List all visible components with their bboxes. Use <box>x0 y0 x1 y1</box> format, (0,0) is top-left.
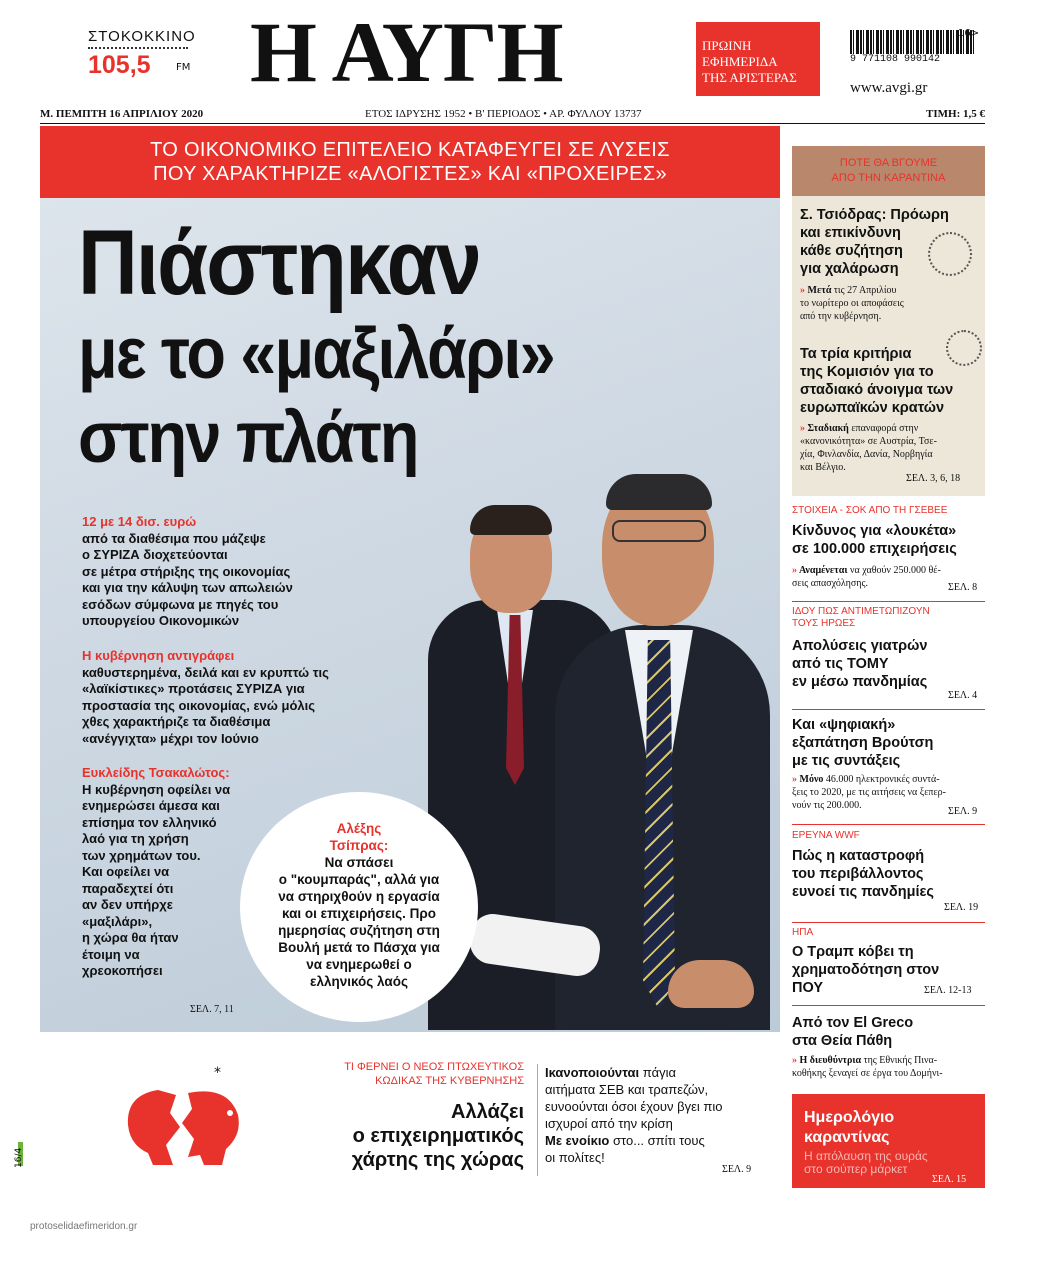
headline-line: ο επιχειρηματικός <box>352 1125 524 1147</box>
source-watermark: protoselidaefimeridon.gr <box>30 1221 138 1232</box>
text-line: η χώρα θα ήταν <box>82 930 179 945</box>
sidebar-story-2-headline <box>800 345 953 417</box>
text-line: πάγια <box>642 1065 676 1080</box>
section-label: ΕΡΕΥΝΑ WWF <box>792 830 860 841</box>
sidebar-story-1-text: » Μετά τις 27 Απριλίου το νωρίτερο οι αποφάσεις από την κυβέρνηση. <box>800 284 950 323</box>
text-line: ξεις το 2020, με τις αιτήσεις να ξεπερ- <box>792 787 946 798</box>
divider <box>792 709 985 710</box>
story-headline <box>792 943 939 997</box>
text-line: νούν τις 200.000. <box>792 800 862 811</box>
label-line: ΤΟΥΣ ΗΡΩΕΣ <box>792 618 856 629</box>
story-headline <box>792 716 933 770</box>
section-label: ΗΠΑ <box>792 927 814 938</box>
text-line: «μαξιλάρι», <box>82 913 153 929</box>
text-line: αν δεν υπήρχε <box>82 897 173 912</box>
paragraph-lead: Η κυβέρνηση αντιγράφει <box>82 648 235 663</box>
headline-line: στην πλάτη <box>78 398 418 478</box>
text-line: καθυστερημένα, δειλά και εν κρυπτώ τις <box>82 664 329 680</box>
headline-line: εν μέσω πανδημίας <box>792 674 928 690</box>
section-label <box>792 606 930 630</box>
main-kicker <box>40 126 780 198</box>
page-reference: ΣΕΛ. 9 <box>722 1164 752 1175</box>
tagline-line: ΤΗΣ ΑΡΙΣΤΕΡΑΣ <box>702 70 797 85</box>
headline-line: Ο Τραμπ κόβει τη <box>792 944 914 960</box>
headline-line: Κίνδυνος για «λουκέτα» <box>792 523 957 539</box>
text-line: από τα διαθέσιμα που μάζεψε <box>82 530 266 546</box>
text-line: ο ΣΥΡΙΖΑ διοχετεύονται <box>82 547 228 562</box>
page-reference: ΣΕΛ. 8 <box>948 582 978 593</box>
text-line: εσόδων σύμφωνα με πηγές του <box>82 596 279 612</box>
tagline-box <box>696 22 820 96</box>
text-lead: Ικανοποιούνται <box>545 1065 640 1080</box>
diary-subtitle: Η απόλαυση της ουράς <box>804 1149 928 1163</box>
story-text: » Η διευθύντρια της Εθνικής Πινα- κοθήκης ξεναγεί σε έργα του Δομήνι- <box>792 1054 987 1080</box>
man-right-hair <box>606 474 712 510</box>
radio-name: ΣΤΟΚΟΚΚΙΝΟ <box>88 28 196 45</box>
headline-line: χρηματοδότηση στον <box>792 962 940 978</box>
quote-line: Βουλή μετά το Πάσχα για <box>278 940 440 955</box>
paragraph-1 <box>82 514 382 630</box>
quote-line: ημερησίας συζήτηση στη <box>278 923 440 938</box>
issue-date: Μ. ΠΕΜΠΤΗ 16 ΑΠΡΙΛΙΟΥ 2020 <box>40 108 204 120</box>
website: www.avgi.gr <box>850 80 928 96</box>
headline-line: σε 100.000 επιχειρήσεις <box>792 541 957 557</box>
radio-logo <box>88 28 198 80</box>
headline-line: σταδιακό άνοιγμα των <box>800 382 954 398</box>
text-line: παραδεχτεί ότι <box>82 880 174 896</box>
text-line: «ανέγγιχτα» μέχρι τον Ιούνιο <box>82 730 259 746</box>
text-line: και για την κάλυψη των απωλειών <box>82 580 293 595</box>
bottom-story-label <box>292 1060 524 1088</box>
kicker-line: ΠΟΥ ΧΑΡΑΚΤΗΡΙΖΕ «ΑΛΟΓΙΣΤΕΣ» ΚΑΙ «ΠΡΟΧΕΙΡΕΣ» <box>153 163 667 185</box>
story-headline <box>792 522 957 558</box>
page-reference: ΣΕΛ. 9 <box>948 806 978 817</box>
sidebar-top-label <box>792 146 985 196</box>
radio-unit: FM <box>176 62 191 73</box>
kicker-line: ΤΟ ΟΙΚΟΝΟΜΙΚΟ ΕΠΙΤΕΛΕΙΟ ΚΑΤΑΦΕΥΓΕΙ ΣΕ ΛΥΣΕΙΣ <box>150 139 670 161</box>
diary-title: Ημερολόγιο <box>804 1109 895 1126</box>
sidebar-story-2-text: » Σταδιακή επαναφορά στην «κανονικότητα» σε Αυστρία, Τσε- χία, Φινλανδία, Δανία, Νορβηγία και Βέλγιο. <box>800 422 980 474</box>
text-line: στο... σπίτι τους <box>613 1133 705 1148</box>
headline-line: Από τον El Greco <box>792 1015 914 1031</box>
man-left-hair <box>470 505 552 535</box>
page-reference: ΣΕΛ. 12-13 <box>924 985 972 996</box>
story-headline <box>792 847 934 901</box>
text-line: οι πολίτες! <box>545 1150 605 1165</box>
glasses <box>612 520 706 542</box>
text-lead: Σταδιακή <box>807 423 849 434</box>
text-lead: Μετά <box>807 285 832 296</box>
headline-line: χάρτης της χώρας <box>351 1149 524 1171</box>
sidebar-story-1-headline <box>800 206 949 278</box>
label-line: ΑΠΟ ΤΗΝ ΚΑΡΑΝΤΙΝΑ <box>831 172 946 184</box>
quote-speaker: Τσίπρας: <box>329 838 389 853</box>
paragraph-lead: Ευκλείδης Τσακαλώτος: <box>82 765 230 780</box>
page-reference: ΣΕΛ. 7, 11 <box>190 1004 234 1015</box>
text-lead: Αναμένεται <box>798 565 848 576</box>
section-label: ΣΤΟΙΧΕΙΑ - ΣΟΚ ΑΠΟ ΤΗ ΓΣΕΒΕΕ <box>792 505 948 516</box>
quote-speaker: Αλέξης <box>336 821 382 836</box>
headline-line: ευνοεί τις πανδημίες <box>792 884 934 900</box>
label-line: ΠΟΤΕ ΘΑ ΒΓΟΥΜΕ <box>839 157 938 169</box>
broken-piggy-bank-icon <box>118 1065 248 1175</box>
headline-line: ευρωπαϊκών κρατών <box>800 400 945 416</box>
divider <box>537 1064 538 1176</box>
paragraph-2 <box>82 648 392 747</box>
divider <box>792 601 985 602</box>
text-line: τις 27 Απριλίου <box>833 285 897 296</box>
headline-line: από τις ΤΟΜΥ <box>792 656 889 672</box>
tagline-line: ΕΦΗΜΕΡΙΔΑ <box>702 54 778 69</box>
svg-text:*: * <box>214 1065 221 1081</box>
page-reference: ΣΕΛ. 15 <box>932 1174 967 1185</box>
founding-info: ΕΤΟΣ ΙΔΡΥΣΗΣ 1952 • Β' ΠΕΡΙΟΔΟΣ • ΑΡ. ΦΥΛΛΟΥ 13737 <box>365 108 642 120</box>
text-line: το νωρίτερο οι αποφάσεις <box>800 298 904 309</box>
radio-dots <box>88 47 188 49</box>
text-line: των χρημάτων του. <box>82 847 201 863</box>
text-line: χία, Φινλανδία, Δανία, Νορβηγία <box>800 449 933 460</box>
headline-line: με τις συντάξεις <box>792 753 901 769</box>
divider <box>792 922 985 923</box>
headline-line: Πιάστηκαν <box>78 212 481 314</box>
radio-frequency: 105,5 <box>88 51 151 79</box>
text-line: υπουργείου Οικονομικών <box>82 613 240 628</box>
quote-line: ελληνικός λαός <box>310 974 408 989</box>
text-line: λαό για τη χρήση <box>82 831 189 846</box>
headline-line: του περιβάλλοντος <box>792 866 924 882</box>
headline-line: και επικίνδυνη <box>800 225 901 241</box>
divider <box>792 1005 985 1006</box>
quote-line: και οι επιχειρήσεις. Προ <box>282 906 436 921</box>
page-reference: ΣΕΛ. 19 <box>944 902 979 913</box>
headline-line: κάθε συζήτηση <box>800 243 903 259</box>
paragraph-3 <box>82 765 262 980</box>
text-line: Η κυβέρνηση οφείλει να <box>82 781 231 797</box>
headline-line: Σ. Τσιόδρας: Πρόωρη <box>800 207 949 223</box>
headline-line: Και «ψηφιακή» <box>792 717 896 733</box>
headline-line: για χαλάρωση <box>800 261 899 277</box>
text-line: επίσημα τον ελληνικό <box>82 814 217 830</box>
headline-line: Αλλάζει <box>451 1101 524 1123</box>
headline-line: στα Θεία Πάθη <box>792 1033 893 1049</box>
headline-line: εξαπάτηση Βρούτση <box>792 735 934 751</box>
text-line: χρεοκοπήσει <box>82 963 163 978</box>
newspaper-title: Η ΑΥΓΗ <box>250 4 563 100</box>
open-hand <box>668 960 754 1008</box>
headline-line: Τα τρία κριτήρια <box>800 346 912 362</box>
quote-line: να ενημερωθεί ο <box>306 957 412 972</box>
quote-line: Να σπάσει <box>324 855 394 870</box>
bottom-story-headline <box>270 1100 524 1172</box>
text-line: επαναφορά στην <box>851 423 919 434</box>
story-headline <box>792 637 927 691</box>
text-line: 46.000 ηλεκτρονικές συντά- <box>825 774 940 785</box>
text-line: σεις απασχόλησης. <box>792 578 868 589</box>
barcode <box>850 30 975 54</box>
text-line: και Βέλγιο. <box>800 462 846 473</box>
bottom-story-text <box>545 1064 775 1166</box>
divider <box>792 824 985 825</box>
text-line: της Εθνικής Πινα- <box>863 1055 938 1066</box>
label-line: ΤΙ ΦΕΡΝΕΙ Ο ΝΕΟΣ ΠΤΩΧΕΥΤΙΚΟΣ <box>344 1061 524 1073</box>
quote-bubble <box>240 792 478 1022</box>
headline-line: Πώς η καταστροφή <box>792 848 925 864</box>
headline-line: Απολύσεις γιατρών <box>792 638 928 654</box>
quote-line: να στηριχθούν η εργασία <box>278 889 440 904</box>
text-line: «λαϊκίστικες» προτάσεις ΣΥΡΙΖΑ για <box>82 681 305 696</box>
text-line: από την κυβέρνηση. <box>800 311 882 322</box>
page-reference: ΣΕΛ. 3, 6, 18 <box>906 473 961 484</box>
text-line: σε μέτρα στήριξης της οικονομίας <box>82 563 291 579</box>
text-line: έτοιμη να <box>82 946 140 962</box>
text-line: αιτήματα ΣΕΒ και τραπεζών, <box>545 1082 709 1097</box>
text-line: ευνοούνται όσοι έχουν βγει πιο <box>545 1099 723 1114</box>
text-line: να χαθούν 250.000 θέ- <box>849 565 941 576</box>
text-line: προστασία της οικονομίας, ενώ μόλις <box>82 697 315 713</box>
text-line: Και οφείλει να <box>82 864 170 879</box>
headline-line: ΠΟΥ <box>792 980 824 996</box>
diary-subtitle: στο σούπερ μάρκετ <box>804 1162 908 1176</box>
story-text: » Αναμένεται να χαθούν 250.000 θέ- σεις απασχόλησης. <box>792 565 941 589</box>
paragraph-lead: 12 με 14 δισ. ευρώ <box>82 514 197 529</box>
barcode-number: 9 771108 990142 <box>850 54 941 65</box>
side-date-code: 16/4 <box>14 1147 24 1168</box>
label-line: ΚΩΔΙΚΑΣ ΤΗΣ ΚΥΒΕΡΝΗΣΗΣ <box>375 1075 524 1087</box>
diary-title: καραντίνας <box>804 1129 890 1146</box>
story-text: » Μόνο 46.000 ηλεκτρονικές συντά- ξεις το 2020, με τις αιτήσεις να ξεπερ- νούν τις 200.000. <box>792 773 987 812</box>
barcode-issue: 16> <box>958 28 980 39</box>
price: ΤΙΜΗ: 1,5 € <box>926 108 985 120</box>
page-reference: ΣΕΛ. 4 <box>948 690 978 701</box>
text-line: χθες χαρακτήριζε τα διαθέσιμα <box>82 714 271 729</box>
headline-line: με το «μαξιλάρι» <box>78 314 554 394</box>
story-headline <box>792 1014 913 1050</box>
headline-line: της Κομισιόν για το <box>800 364 934 380</box>
text-lead: Με ενοίκιο <box>545 1133 610 1148</box>
quote-line: ο "κουμπαράς", αλλά για <box>278 872 440 887</box>
text-line: ισχυροί από την κρίση <box>545 1116 673 1131</box>
info-line <box>40 108 985 124</box>
main-headline <box>78 214 607 480</box>
text-lead: Μόνο <box>799 774 824 785</box>
man-right-tie <box>643 640 675 1010</box>
text-line: ενημερώσει άμεσα και <box>82 798 220 813</box>
text-line: κοθήκης ξεναγεί σε έργα του Δομήνι- <box>792 1068 943 1079</box>
text-lead: Η διευθύντρια <box>799 1055 862 1066</box>
tagline-line: ΠΡΩΙΝΗ <box>702 38 752 53</box>
label-line: ΙΔΟΥ ΠΩΣ ΑΝΤΙΜΕΤΩΠΙΖΟΥΝ <box>792 606 930 617</box>
text-line: «κανονικότητα» σε Αυστρία, Τσε- <box>800 436 937 447</box>
